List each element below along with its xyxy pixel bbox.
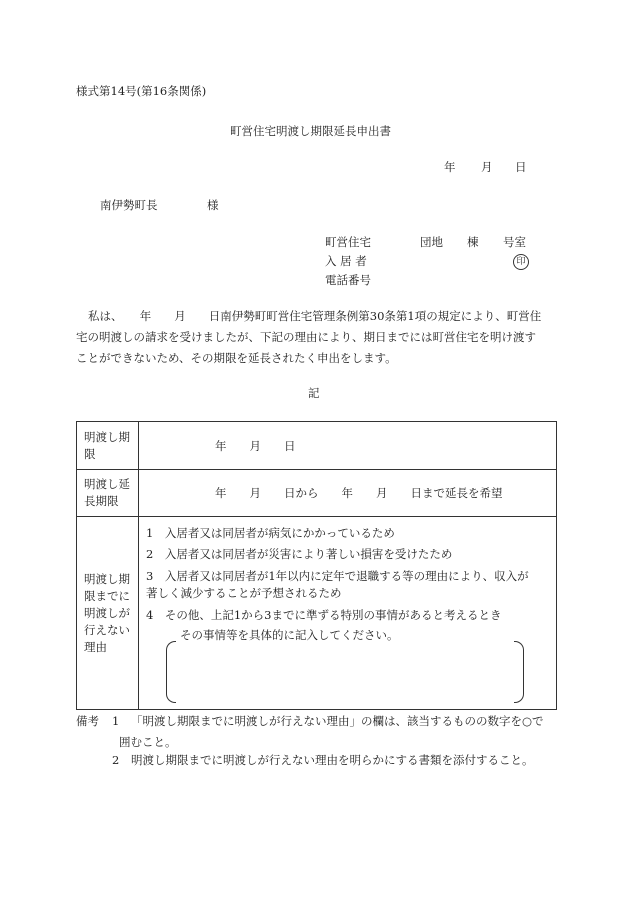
- reasons-cell: [139, 517, 557, 710]
- label-line: 明渡しが: [84, 605, 130, 620]
- table-row-extension: [77, 470, 557, 517]
- date-year: 年: [444, 160, 456, 174]
- extension-value: 年 月 日から 年 月 日まで延長を希望: [215, 486, 503, 500]
- label-line: 限: [84, 446, 96, 461]
- document-title: 町営住宅明渡し期限延長申出書: [230, 124, 391, 138]
- reason-option-4[interactable]: 4 その他、上記1から3までに準ずる特別の事情があると考えるとき: [146, 608, 502, 622]
- room-label: 号室: [503, 235, 526, 249]
- housing-label: 町営住宅: [325, 235, 371, 249]
- body-line: 私は、 年 月 日南伊勢町町営住宅管理条例第30条第1項の規定により、町営住: [88, 309, 542, 323]
- body-line: 宅の明渡しの請求を受けましたが、下記の理由により、期日までには町営住宅を明け渡す: [76, 330, 536, 344]
- label-line: 明渡し延: [84, 477, 130, 491]
- body-line: ことができないため、その期限を延長されたく申出をします。: [76, 351, 397, 365]
- remark-number-1: 1: [112, 714, 120, 728]
- detail-input-area[interactable]: [179, 645, 509, 697]
- ki-heading: 記: [308, 386, 320, 400]
- addressee-name: 南伊勢町長: [100, 198, 158, 212]
- danchi-label: 団地: [420, 235, 443, 249]
- remark-number-2: 2: [112, 753, 120, 767]
- deadline-value: 年 月 日: [215, 438, 296, 453]
- table-row-reasons: [77, 517, 557, 710]
- detail-note: その事情等を具体的に記入してください。: [180, 628, 399, 642]
- label-line: 長期限: [84, 494, 119, 508]
- detail-bracket-right: [514, 641, 524, 703]
- label-line: 限までに: [84, 588, 130, 603]
- form-number: 様式第14号(第16条関係): [76, 84, 207, 98]
- deadline-value-cell[interactable]: [139, 422, 557, 470]
- addressee-honorific: 様: [207, 198, 219, 212]
- building-label: 棟: [467, 235, 479, 249]
- detail-bracket-left: [166, 641, 176, 703]
- deadline-label: [77, 422, 139, 470]
- date-day: 日: [515, 160, 527, 174]
- label-line: 明渡し期: [84, 429, 130, 444]
- phone-label: 電話番号: [325, 273, 371, 287]
- reason-option-1[interactable]: 1 入居者又は同居者が病気にかかっているため: [146, 526, 395, 540]
- remark-text-1-cont: 囲むこと。: [119, 735, 177, 749]
- remark-text-2: 明渡し期限までに明渡しが行えない理由を明らかにする書類を添付すること。: [131, 753, 534, 767]
- extension-form-table: [76, 421, 557, 710]
- label-line: 明渡し期: [84, 571, 130, 586]
- reason-option-3[interactable]: 3 入居者又は同居者が1年以内に定年で退職する等の理由により、収入が著しく減少することが予想されるため: [146, 569, 529, 600]
- remark-text-1: 「明渡し期限までに明渡しが行えない理由」の欄は、該当するものの数字を○で: [131, 714, 544, 728]
- date-month: 月: [481, 160, 493, 174]
- reason-option-2[interactable]: 2 入居者又は同居者が災害により著しい損害を受けたため: [146, 547, 453, 561]
- label-line: 理由: [84, 639, 107, 654]
- resident-label: 入 居 者: [325, 254, 367, 268]
- remarks-label: 備考: [76, 714, 99, 728]
- table-row-deadline: [77, 422, 557, 470]
- extension-label: [77, 470, 139, 517]
- extension-value-cell[interactable]: [139, 470, 557, 517]
- seal-mark: 印: [513, 254, 529, 270]
- label-line: 行えない: [84, 622, 130, 637]
- body-paragraph: [76, 306, 556, 369]
- reasons-label: [77, 517, 139, 710]
